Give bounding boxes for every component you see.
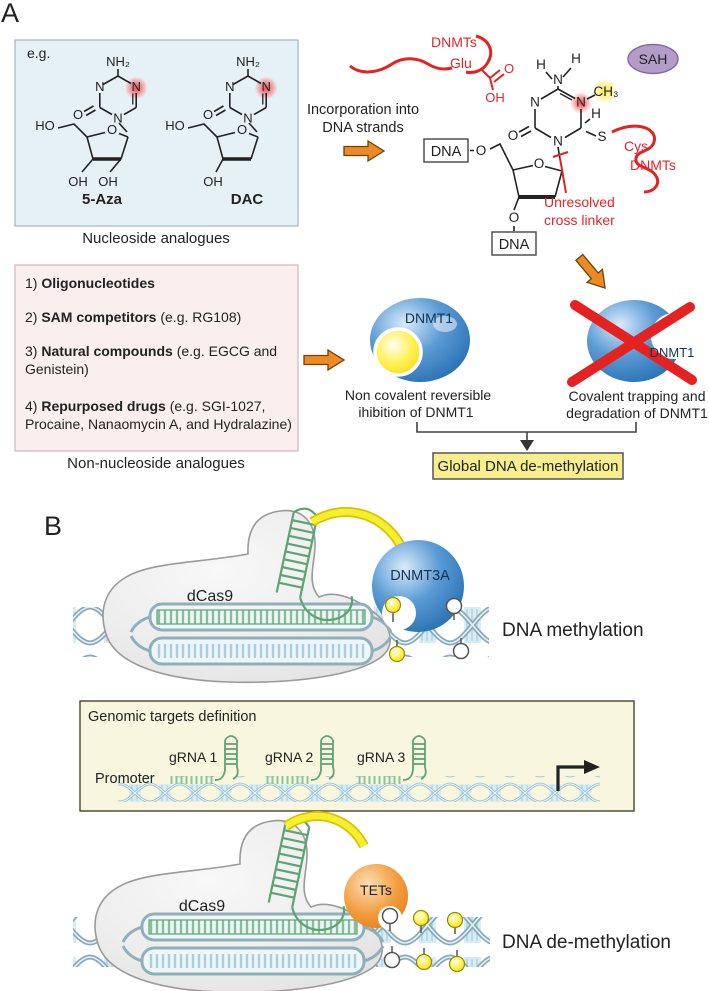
panel-b <box>44 506 671 991</box>
atom-nh2: NH₂ <box>236 54 260 69</box>
dnmts-glu-annotation <box>350 34 514 105</box>
down-arrowhead-icon <box>520 440 534 451</box>
crosslinker-line1: Unresolved <box>544 194 615 210</box>
bracket-lines <box>417 422 636 441</box>
atom-h: H <box>571 51 581 66</box>
atom-h: H <box>536 57 546 72</box>
glu-label: Glu <box>450 55 472 71</box>
atom-o: O <box>533 156 545 171</box>
methyl-yellow-icon <box>414 911 429 926</box>
dnmt1-label: DNMT1 <box>404 310 454 326</box>
trapping-arrow-icon <box>572 251 613 294</box>
dcas9-label: dCas9 <box>186 588 234 605</box>
atom-n: N <box>261 79 271 94</box>
inhibition-arrow-icon <box>304 350 344 370</box>
tets-label: TETs <box>360 882 392 898</box>
incorporation-arrow-icon <box>344 141 384 161</box>
dnmts-right-label: DNMTs <box>630 157 676 173</box>
atom-n: N <box>131 79 141 94</box>
atom-nh2: NH₂ <box>106 54 130 69</box>
atom-n: N <box>113 110 123 126</box>
incorporation-text-line1: Incorporation into <box>306 102 420 118</box>
noncov-caption-line1: Non covalent reversible <box>344 387 492 403</box>
atom-h: H <box>591 106 601 121</box>
noncov-caption-line2: ihibition of DNMT1 <box>358 404 474 420</box>
atom-n: N <box>553 133 563 149</box>
atom-oh: OH <box>68 174 88 189</box>
promoter-label: Promoter <box>95 771 155 787</box>
non-nucleoside-item: 2) SAM competitors (e.g. RG108) <box>25 309 242 325</box>
crosslinker-pointer <box>553 152 568 193</box>
grna1-label: gRNA 1 <box>169 749 218 765</box>
non-nucleoside-item: 3) Natural compounds (e.g. EGCG and <box>25 343 278 359</box>
unmethylated-white-icon <box>383 909 398 924</box>
dnmt1-covalent <box>566 300 708 421</box>
methyl-yellow-icon <box>450 957 465 972</box>
cov-caption-line1: Covalent trapping and <box>568 388 706 404</box>
nucleoside-caption: Nucleoside analogues <box>82 230 230 247</box>
atom-o: O <box>236 122 248 137</box>
atom-ho: HO <box>165 118 185 133</box>
atom-ch3: CH₃ <box>593 84 619 99</box>
methyl-yellow-icon <box>448 913 463 928</box>
atom-oh: OH <box>485 90 505 105</box>
atom-s: S <box>597 129 607 144</box>
atom-o: O <box>475 143 487 158</box>
panel-b-label: B <box>44 511 63 541</box>
non-nucleoside-item: 1) Oligonucleotides <box>25 275 155 291</box>
atom-n: N <box>243 110 253 126</box>
non-nucleoside-box <box>15 265 298 472</box>
nucleoside-analogues-box <box>15 40 298 247</box>
methyl-yellow-icon <box>390 647 405 662</box>
unmethylated-white-icon <box>447 599 462 614</box>
non-nucleoside-item: Genistein) <box>25 361 89 377</box>
dna-methylation-caption: DNA methylation <box>502 620 644 641</box>
methyl-yellow-icon <box>417 955 432 970</box>
non-nucleoside-item: 4) Repurposed drugs (e.g. SGI-1027, <box>25 398 266 414</box>
dnmt3a-label: DNMT3A <box>390 568 450 584</box>
dna-demethylation-caption: DNA de-methylation <box>502 932 671 953</box>
dnmt1-noncovalent <box>345 298 492 420</box>
dnmts-top-label: DNMTs <box>431 34 477 50</box>
global-demethylation <box>417 422 636 479</box>
inhibitor-ball <box>375 329 421 375</box>
incorporation-text-line2: DNA strands <box>322 120 404 136</box>
atom-o: O <box>106 122 118 137</box>
atom-n: N <box>95 79 105 94</box>
atom-ho: HO <box>35 118 55 133</box>
atom-o: O <box>508 210 520 225</box>
panel-a-label: A <box>1 0 20 28</box>
methyl-yellow-icon <box>386 598 401 613</box>
atom-n: N <box>576 94 586 110</box>
atom-o: O <box>72 107 84 122</box>
crosslinker-line2: cross linker <box>544 212 615 228</box>
sah-badge <box>628 45 678 74</box>
dna-box-bottom-label: DNA <box>498 237 530 253</box>
cys-label: Cys <box>624 138 649 154</box>
grna3-label: gRNA 3 <box>357 749 406 765</box>
eg-label: e.g. <box>27 45 51 61</box>
atom-o: O <box>202 107 214 122</box>
non-nucleoside-item: Procaine, Nanaomycin A, and Hydralazine) <box>25 416 292 432</box>
compound-label-5aza: 5-Aza <box>81 191 123 208</box>
global-caption: Global DNA de-methylation <box>437 458 619 475</box>
dcas9-dnmt3a-assembly <box>73 506 644 682</box>
atom-o: O <box>503 61 515 76</box>
dcas9-complex <box>103 506 391 682</box>
unmethylated-white-icon <box>385 953 400 968</box>
genomic-targets-box <box>80 701 634 811</box>
methylated-base-structure <box>424 51 676 255</box>
panel-a <box>1 0 708 479</box>
atom-n: N <box>553 72 563 87</box>
incorporation-step <box>307 102 419 161</box>
dna-box-left-label: DNA <box>430 144 462 160</box>
atom-oh: OH <box>98 174 118 189</box>
genomic-box-title: Genomic targets definition <box>88 709 257 725</box>
unmethylated-white-icon <box>454 644 469 659</box>
atom-n: N <box>530 94 540 110</box>
grna2-label: gRNA 2 <box>265 749 314 765</box>
sah-label: SAH <box>638 51 668 67</box>
atom-oh: OH <box>203 174 223 189</box>
compound-label-dac: DAC <box>230 191 264 208</box>
non-nucleoside-caption: Non-nucleoside analogues <box>67 455 245 472</box>
dcas9-tets-assembly <box>73 816 671 991</box>
cov-caption-line2: degradation of DNMT1 <box>566 405 708 421</box>
dcas9-label: dCas9 <box>178 898 226 915</box>
dnmt1-label: DNMT1 <box>649 345 695 360</box>
atom-n: N <box>225 79 235 94</box>
atom-o: O <box>507 128 519 143</box>
dcas9-complex <box>95 816 383 991</box>
